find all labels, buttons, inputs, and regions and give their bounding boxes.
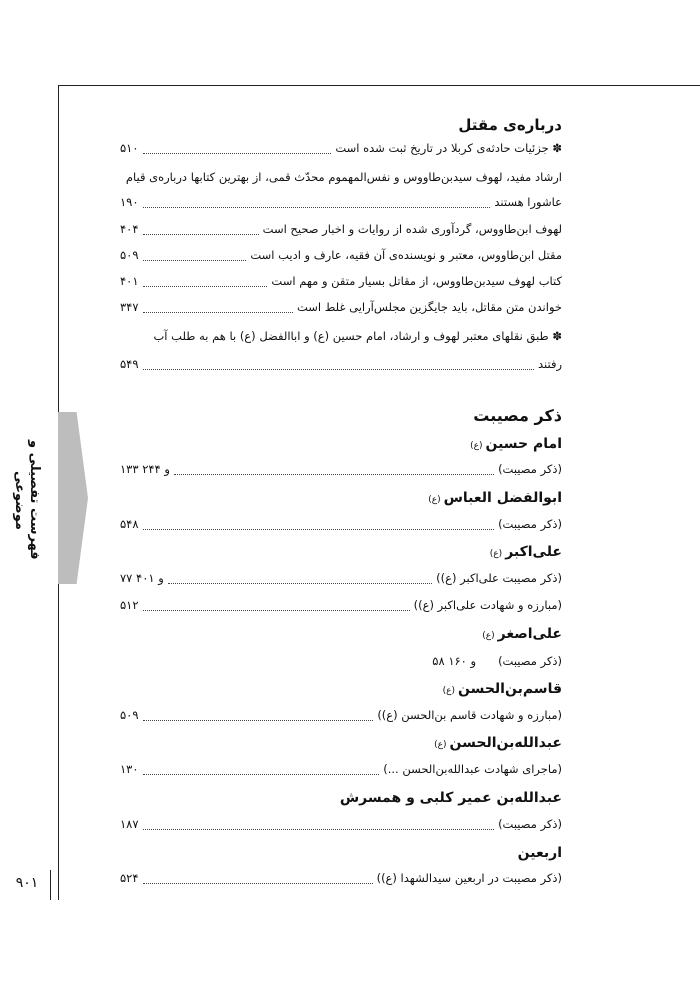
honorific: (ع) [482,631,495,641]
entry-page: ۵۴۹ [120,357,139,371]
side-tab-title: فهرست تفصیلی و موضوعی [12,440,42,560]
page-number: ۹۰۱ [15,875,39,891]
entry-text: (ذکر مصیبت) [498,462,562,476]
leader-dots [143,829,495,830]
entry-page: ۴۰۴ [120,222,139,236]
entry-text: خواندن متن مقاتل، باید جایگزین مجلس‌آرایی غلط است [296,300,562,314]
subheading-name: ابوالفضل العباس [443,490,562,506]
entry-text: عاشورا هستند [494,195,562,209]
subheading-name: اربعین [517,845,562,861]
entry-page: ۵۱۰ [120,141,139,155]
index-entry [120,817,562,835]
index-entry-line: ✽ طبق نقلهای معتبر لهوف و ارشاد، امام حسین (ع) و اباالفضل (ع) با هم به طلب آب [153,329,562,343]
entry-page: ۵۲۴ [120,871,139,885]
leader-dots [143,207,491,208]
index-entry [120,762,562,780]
entry-text: رفتند [537,357,562,371]
leader-dots [168,583,432,584]
leader-dots [143,369,534,370]
leader-dots [174,474,494,475]
subheading [470,436,562,452]
leader-dots [143,883,373,884]
entry-text: کتاب لهوف سیدبن‌طاووس، از مقاتل بسیار متقن و مهم است [271,274,562,288]
subheading-name: امام حسین [485,436,562,452]
subheading [428,490,562,506]
entry-text: (ذکر مصیبت) [498,817,562,831]
leader-dots [143,774,380,775]
honorific: (ع) [428,495,441,505]
index-entry [120,871,562,889]
subheading-name: علی‌اصغر [497,626,562,642]
entry-page: ۴۰۱ [120,274,139,288]
index-entry [120,248,562,266]
subheading-name: قاسم‌بن‌الحسن [457,681,562,697]
leader-dots [143,312,293,313]
index-entry [120,654,562,672]
entry-text: ✽ جزئیات حادثه‌ی کربلا در تاریخ ثبت شده است [335,141,562,155]
subheading [482,626,562,642]
leader-dots [143,529,495,530]
entry-text: (ذکر مصیبت) [498,517,562,531]
subheading-name: عبدالله‌بن عمیر کلبی و همسرش [339,790,562,806]
entry-text: لهوف ابن‌طاووس، گردآوری شده از روایات و اخبار صحیح است [262,222,562,236]
entry-text: (ذکر مصیبت علی‌اکبر (ع)) [436,571,562,585]
subheading-name: عبدالله‌بن‌الحسن [449,735,562,751]
honorific: (ع) [489,549,503,559]
entry-page: ۱۳۰ [120,762,139,776]
index-entry [120,141,562,159]
entry-page: ۵۰۹ [120,708,139,722]
side-tab [58,412,88,584]
entry-text: (مبارزه و شهادت علی‌اکبر (ع)) [413,598,562,612]
subheading-name: علی‌اکبر [505,544,562,560]
leader-dots [143,153,332,154]
index-entry [120,462,562,480]
honorific: (ع) [470,441,483,451]
index-entry [120,300,562,318]
page-frame-top [58,85,700,86]
honorific: (ع) [434,740,447,750]
entry-page: ۳۴۷ [120,300,139,314]
entry-page: ۵۰۹ [120,248,139,262]
leader-dots [143,286,268,287]
entry-page: ۵۱۲ [120,598,139,612]
subheading [443,681,562,697]
index-entry [120,571,562,589]
index-entry [120,274,562,292]
index-entry [120,222,562,240]
subheading [337,790,562,806]
index-entry-line: ارشاد مفید، لهوف سیدبن‌طاووس و نفس‌المهموم محدّث قمی، از بهترین کتابها درباره‌ی قیام [125,170,562,184]
honorific: (ع) [442,686,455,696]
entry-page: ۱۹۰ [120,195,139,209]
entry-text: (ذکر مصیبت در اربعین سیدالشهدا (ع)) [376,871,562,885]
index-entry [120,517,562,535]
entry-text: مقتل ابن‌طاووس، معتبر و نویسنده‌ی آن فقیه، عارف و ادیب است [250,248,562,262]
entry-page: ۵۴۸ [120,517,139,531]
entry-page: ۵۸ و ۱۶۰ [432,654,477,668]
leader-dots [143,720,374,721]
section-heading-mosibat: ذکر مصیبت [473,406,562,425]
index-entry [120,195,562,213]
subheading [434,735,562,751]
entry-text: (مبارزه و شهادت قاسم بن‌الحسن (ع)) [377,708,562,722]
section-heading-maqtal: درباره‌ی مقتل [458,116,562,134]
entry-page: ۷۷ و ۴۰۱ [120,571,164,585]
entry-page: ۱۸۷ [120,817,139,831]
leader-dots [143,610,410,611]
subheading [490,544,562,560]
index-entry [120,357,562,375]
index-entry [120,708,562,726]
entry-page: ۱۳۳ و ۲۴۴ [120,462,170,476]
subheading [515,845,562,861]
entry-text: (ماجرای شهادت عبدالله‌بن‌الحسن ...) [383,762,562,776]
index-entry [120,598,562,616]
leader-dots [143,234,259,235]
entry-text: (ذکر مصیبت) [498,654,562,668]
leader-dots [143,260,247,261]
